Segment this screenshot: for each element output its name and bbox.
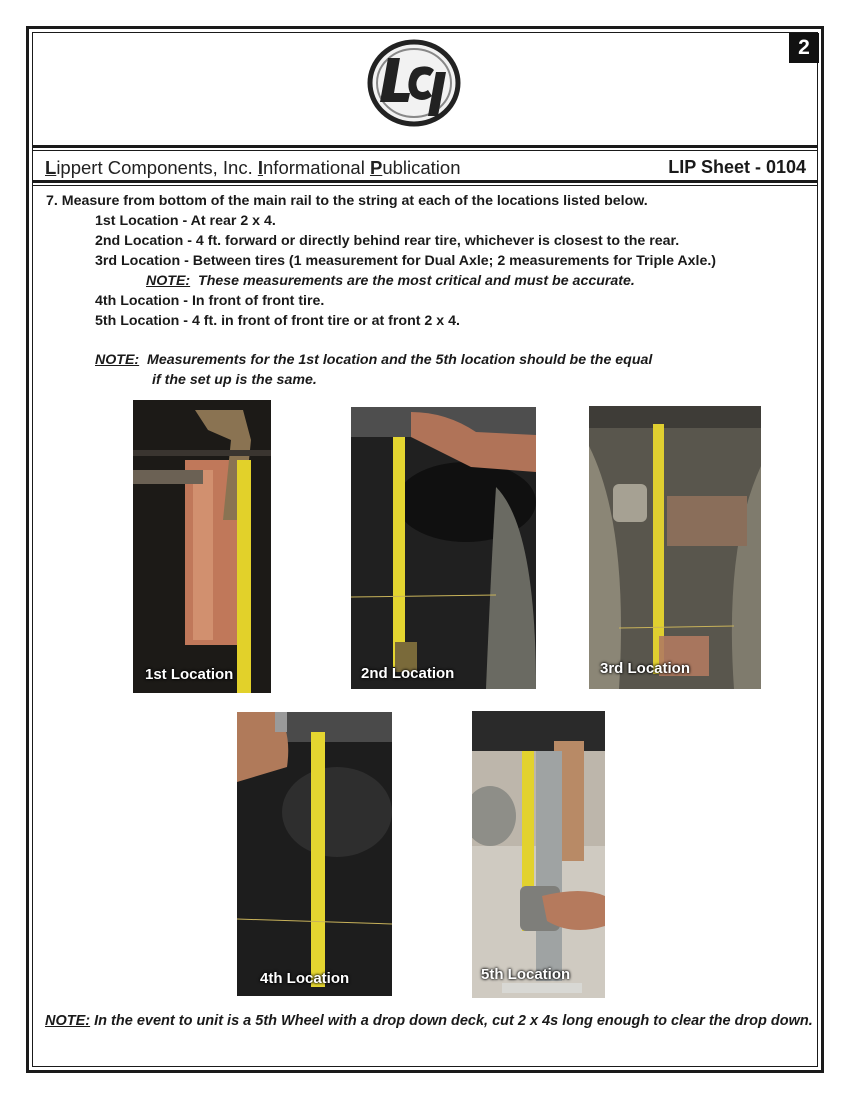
title-part-2: nformational bbox=[263, 157, 370, 178]
photo-1-image bbox=[133, 400, 271, 693]
header-rule-bottom bbox=[33, 180, 817, 183]
location-3-text: 3rd Location - Between tires (1 measurement for Dual Axle; 2 measurements for Triple Axle.) bbox=[95, 253, 717, 269]
drop-down-deck-note bbox=[45, 1011, 821, 1031]
photo-location-4 bbox=[237, 712, 392, 996]
photo-3-image bbox=[589, 406, 761, 689]
bottom-note-label: NOTE: bbox=[45, 1013, 91, 1029]
lci-logo-icon bbox=[366, 38, 462, 128]
note2-cont: if the set up is the same. bbox=[152, 372, 317, 388]
publication-title bbox=[45, 157, 460, 179]
header-rule-top bbox=[33, 145, 817, 148]
header-rule-bottom-thin bbox=[33, 185, 817, 186]
critical-note-label: NOTE: bbox=[146, 273, 191, 289]
photo-2-caption: 2nd Location bbox=[361, 665, 455, 682]
bottom-note-text: In the event to unit is a 5th Wheel with a drop down deck, cut 2 x 4s long enough to clear the drop down. bbox=[90, 1013, 813, 1029]
photo-3-caption: 3rd Location bbox=[600, 660, 691, 677]
photo-5-caption: 5th Location bbox=[481, 966, 571, 983]
photo-location-3 bbox=[589, 406, 761, 689]
instructions bbox=[46, 191, 716, 331]
photo-location-2 bbox=[351, 407, 536, 689]
location-4-text: 4th Location - In front of front tire. bbox=[95, 293, 325, 309]
critical-note-text: These measurements are the most critical and must be accurate. bbox=[190, 273, 635, 289]
equal-measurements-note bbox=[95, 350, 652, 390]
photo-4-caption: 4th Location bbox=[260, 970, 350, 987]
photo-2-image bbox=[351, 407, 536, 689]
header-rule-top-thin bbox=[33, 150, 817, 151]
photo-4-image bbox=[237, 712, 392, 996]
step-7: 7. Measure from bottom of the main rail to the string at each of the locations listed below. bbox=[46, 193, 648, 209]
photo-1-caption: 1st Location bbox=[145, 666, 234, 683]
note2-text: Measurements for the 1st location and the 5th location should be the equal bbox=[139, 352, 653, 368]
title-cap-i: I bbox=[257, 157, 264, 178]
photo-location-5 bbox=[472, 711, 605, 998]
photo-location-1 bbox=[133, 400, 271, 693]
location-5-text: 5th Location - 4 ft. in front of front tire or at front 2 x 4. bbox=[95, 313, 460, 329]
location-2-text: 2nd Location - 4 ft. forward or directly behind rear tire, whichever is closest to the rear. bbox=[95, 233, 680, 249]
title-part-3: ublication bbox=[382, 157, 461, 178]
page-number-badge: 2 bbox=[789, 33, 819, 63]
photo-5-image bbox=[472, 711, 605, 998]
title-cap-p: P bbox=[369, 157, 383, 178]
sheet-id: LIP Sheet - 0104 bbox=[668, 157, 806, 177]
title-cap-l: L bbox=[45, 157, 57, 178]
note2-label: NOTE: bbox=[95, 352, 140, 368]
critical-note bbox=[46, 271, 716, 291]
location-1-text: 1st Location - At rear 2 x 4. bbox=[95, 213, 276, 229]
title-part-1: ippert Components, Inc. bbox=[56, 157, 258, 178]
